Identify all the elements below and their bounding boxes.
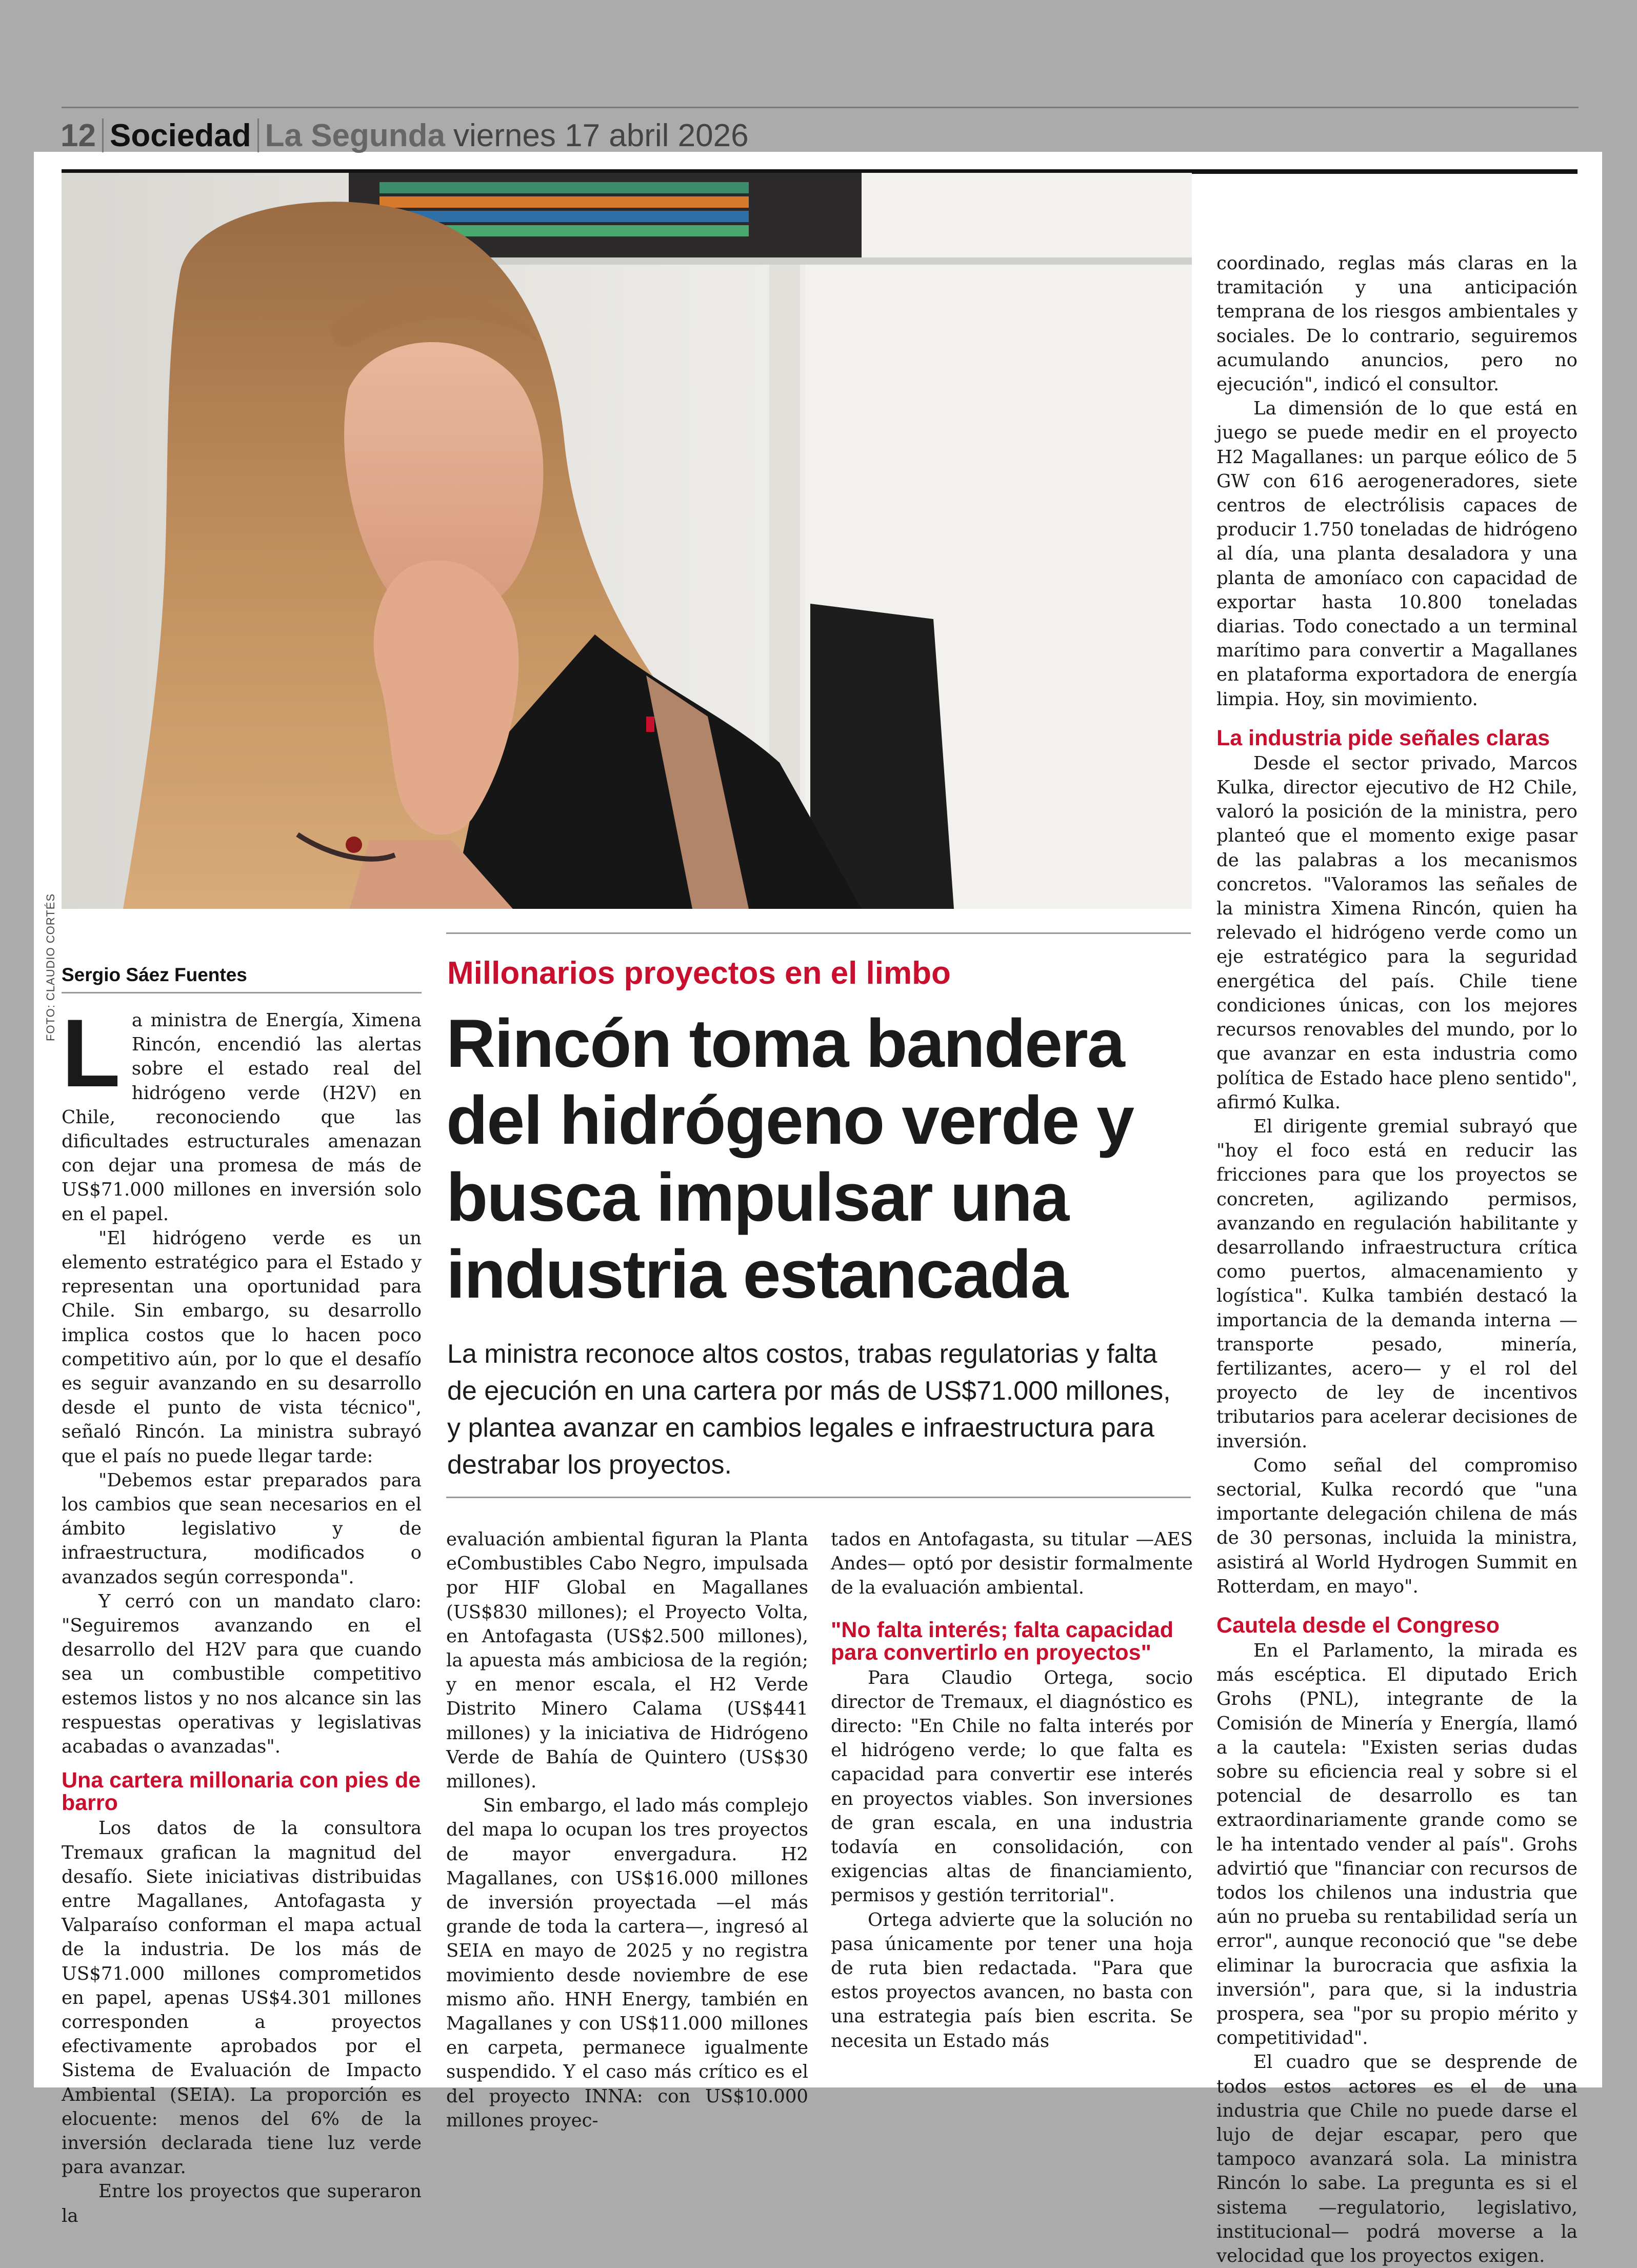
body-paragraph: La dimensión de lo que está en juego se puede medir en el proyecto H2 Magallanes: un parque eólico de 5 GW con 616 aerogeneradores, siete centros de electrólisis capaces de producir 1.750 toneladas de hidrógeno al día, una planta desaladora y una planta de amoníaco con capacidad de exportar hasta 10.800 toneladas diarias. Todo conectado a un terminal marítimo para convertir a Magallanes en plataforma exportadora de energía limpia. Hoy, sin movimiento. <box>1216 398 1578 710</box>
column-1 <box>62 999 422 2228</box>
folio-rule <box>62 107 1579 108</box>
body-paragraph: "Debemos estar preparados para los cambios que sean necesarios en el ámbito legislativo y de infraestructura, modificados o avanzados según corresponda". <box>62 1469 422 1588</box>
body-paragraph: tados en Antofagasta, su titular —AES Andes— optó por desistir formalmente de la evaluación ambiental. <box>831 1529 1193 1599</box>
headline-top-rule <box>446 932 1191 934</box>
body-paragraph: Ortega advierte que la solución no pasa únicamente por tener una hoja de ruta bien redactada. "Para que estos proyectos avancen, no basta con una estrategia país bien escrita. Se necesita un Estado más <box>831 1909 1193 2052</box>
folio-line <box>61 116 749 155</box>
byline-rule <box>62 992 422 993</box>
body-paragraph: evaluación ambiental figuran la Planta eCombustibles Cabo Negro, impulsada por HIF Global en Magallanes (US$830 millones); el Proyecto Volta, en Antofagasta (US$2.500 millones), la apuesta más ambiciosa de la región; y en menor escala, el H2 Verde Distrito Minero Calama (US$441 millones) y la iniciativa de Hidrógeno Verde de Bahía de Quintero (US$30 millones). <box>446 1529 808 1793</box>
body-paragraph: El dirigente gremial subrayó que "hoy el foco está en reducir las fricciones para que los proyectos se concreten, agilizando permisos, avanzando en regulación habilitante y desarrollando infraestructura crítica como puertos, almacenamiento y logística". Kulka también destacó la importancia de la demanda interna —transporte pesado, minería, fertilizantes, acero— y el rol del proyecto de ley de incentivos tributarios para acelerar decisiones de inversión. <box>1216 1116 1578 1452</box>
body-paragraph: "El hidrógeno verde es un elemento estratégico para el Estado y representan una oportunidad para Chile. Sin embargo, su desarrollo implica costos que lo hacen poco competitivo aún, por lo que el desafío es seguir avanzando en su desarrollo desde el punto de vista técnico", señaló Rincón. La ministra subrayó que el país no puede llegar tarde: <box>62 1227 422 1467</box>
headline: Rincón toma bandera del hidrógeno verde y busca impulsar una industria estancada <box>446 1006 1134 1312</box>
minister-photo <box>62 173 1192 909</box>
body-paragraph: Y cerró con un mandato claro: "Seguiremos avanzando en el desarrollo del H2V para que cuando sea un combustible competitivo estemos listos y no nos alcance sin las respuestas operativas y legislativas acabadas o avanzadas". <box>62 1590 422 1758</box>
body-paragraph: coordinado, reglas más claras en la tramitación y una anticipación temprana de los riesgos ambientales y sociales. De lo contrario, seguiremos acumulando anuncios, pero no ejecución", indicó el consultor. <box>1216 253 1578 395</box>
deck: La ministra reconoce altos costos, trabas regulatorias y falta de ejecución en una cartera por más de US$71.000 millones, y plantea avanzar en cambios legales e infraestructura para destrabar los proyectos. <box>447 1339 1171 1480</box>
body-paragraph: El cuadro que se desprende de todos estos actores es el de una industria que Chile no puede darse el lujo de dejar escapar, pero que tampoco avanzará sola. La ministra Rincón lo sabe. La pregunta es si el sistema —regulatorio, legislativo, institucional— podrá moverse a la velocidad que los proyectos exigen. <box>1216 2052 1578 2267</box>
body-paragraph: Sin embargo, el lado más complejo del mapa lo ocupan los tres proyectos de mayor envergadura. H2 Magallanes, con US$16.000 millones de inversión proyectada —el más grande de toda la cartera—, ingresó al SEIA en mayo de 2025 y no registra movimiento desde noviembre de ese mismo año. HNH Energy, también en Magallanes y con US$11.000 millones en carpeta, permanece igualmente suspendido. Y el caso más crítico es el del proyecto INNA: con US$10.000 millones proyec- <box>446 1795 808 2131</box>
section-name: Sociedad <box>109 117 251 153</box>
page-number: 12 <box>61 117 96 153</box>
photo-credit-text: FOTO: CLAUDIO CORTÉS <box>44 893 57 1041</box>
publication-name: La Segunda <box>265 117 445 153</box>
body-paragraph: Los datos de la consultora Tremaux grafican la magnitud del desafío. Siete iniciativas distribuidas entre Magallanes, Antofagasta y Valparaíso conforman el mapa actual de la industria. De los más de US$71.000 millones comprometidos en papel, apenas US$4.301 millones corresponden a proyectos efectivamente aprobados por el Sistema de Evaluación de Impacto Ambiental (SEIA). La proporción es elocuente: menos del 6% de la inversión declarada tiene luz verde para avanzar. <box>62 1818 422 2178</box>
deck-bottom-rule <box>446 1497 1191 1498</box>
folio-divider <box>257 118 259 152</box>
body-paragraph: En el Parlamento, la mirada es más escéptica. El diputado Erich Grohs (PNL), integrante de la Comisión de Minería y Energía, llamó a la cautela: "Existen serias dudas sobre su eficiencia real y sobre si el potencial de desarrollo es tan extraordinariamente grande como se le ha intentado vender al país". Grohs advirtió que "financiar con recursos de todos los chilenos una industria que aún no prueba su rentabilidad sería un error", aunque reconoció que "se debe eliminar la burocracia que asfixia la inversión", para que, si la industria prospera, sea "por su propio mérito y competitividad". <box>1216 1640 1578 2049</box>
folio-divider <box>102 118 104 152</box>
lead-text: a ministra de Energía, Ximena Rincón, encendió las alertas sobre el estado real del hidrógeno verde (H2V) en Chile, reconociendo que las dificultades estructurales amenazan con dejar una promesa de más de US$71.000 millones en inversión solo en el papel. <box>62 1010 422 1225</box>
photo-credit <box>44 893 59 1041</box>
subhead: La industria pide señales claras <box>1216 725 1550 750</box>
subhead: Cautela desde el Congreso <box>1216 1613 1500 1638</box>
kicker: Millonarios proyectos en el limbo <box>447 956 951 991</box>
portrait-illustration <box>62 173 1192 909</box>
body-paragraph: Para Claudio Ortega, socio director de Tremaux, el diagnóstico es directo: "En Chile no falta interés por el hidrógeno verde; lo que falta es capacidad para convertir ese interés en proyectos viables. Son inversiones de gran escala, en una industria todavía en consolidación, con exigencias altas de financiamiento, permisos y gestión territorial". <box>831 1667 1193 1906</box>
subhead: Una cartera millonaria con pies de barro <box>62 1768 421 1816</box>
column-3 <box>831 1527 1193 2053</box>
subhead: "No falta interés; falta capacidad para convertirlo en proyectos" <box>831 1617 1173 1665</box>
body-paragraph <box>62 999 422 1226</box>
body-paragraph: Desde el sector privado, Marcos Kulka, director ejecutivo de H2 Chile, valoró la posición de la ministra, pero planteó que el momento exige pasar de las palabras a los mecanismos concretos. "Valoramos las señales de la ministra Ximena Rincón, quien ha relevado el hidrógeno verde como un eje estratégico para la seguridad energética del país. Chile tiene condiciones únicas, con los mejores recursos renovables del mundo, por lo que avanzar en esta industria como política de Estado hace pleno sentido", afirmó Kulka. <box>1216 752 1578 1113</box>
byline: Sergio Sáez Fuentes <box>62 964 247 985</box>
drop-cap: L <box>62 999 121 1107</box>
body-paragraph: Como señal del compromiso sectorial, Kulka recordó que "una importante delegación chilena de más de 30 personas, incluida la ministra, asistirá al World Hydrogen Summit en Rotterdam, en mayo". <box>1216 1455 1578 1597</box>
body-paragraph: Entre los proyectos que superaron la <box>62 2181 422 2226</box>
publication-date: viernes 17 abril 2026 <box>453 117 749 153</box>
column-2 <box>446 1527 808 2133</box>
column-4 <box>1216 251 1578 2268</box>
